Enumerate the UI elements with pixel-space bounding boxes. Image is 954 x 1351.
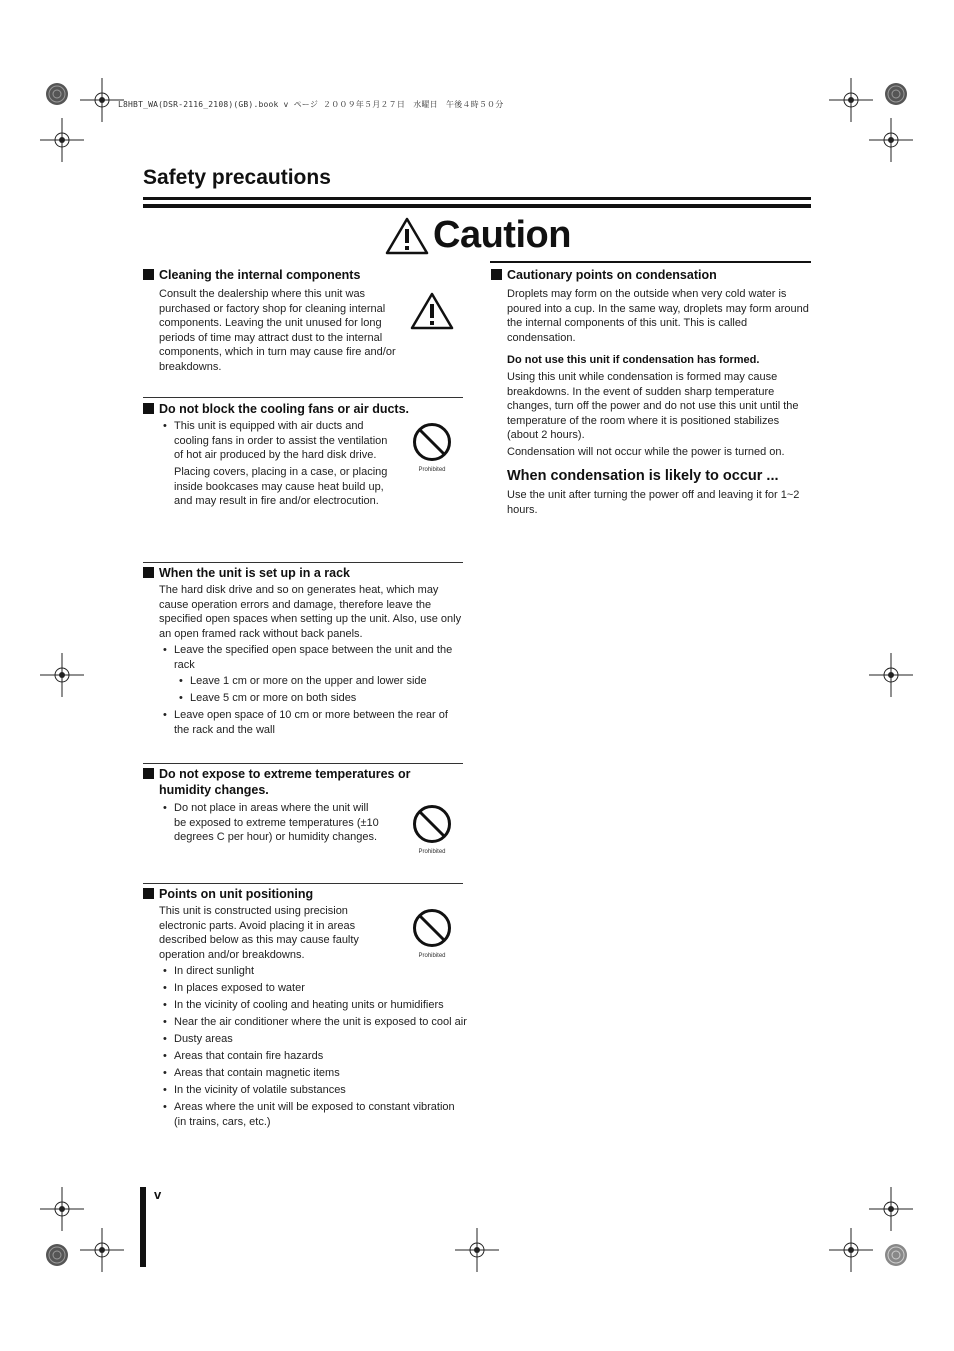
caution-symbol <box>410 292 454 335</box>
section-divider <box>143 763 463 764</box>
section-divider <box>143 562 463 563</box>
registration-mark-bottom-left-cross <box>80 1228 124 1272</box>
cleaning-text: Consult the dealership where this unit was purchased or factory shop for cleaning internal components. Leaving the unit unused for long periods of time may attract dust to the internal components, which in turn may cause fire and/or breakdowns. <box>159 288 396 373</box>
caution-banner <box>385 214 571 257</box>
section-heading <box>143 766 433 798</box>
condensation-text-3: Condensation will not occur while the power is turned on. <box>507 445 785 458</box>
condensation-text-4: Use the unit after turning the power off and leaving it for 1~2 hours. <box>507 489 800 516</box>
temperature-bullet-list <box>143 801 383 845</box>
prohibited-icon <box>412 422 452 462</box>
registration-mark-middle-left <box>40 653 84 697</box>
heading-text: Points on unit positioning <box>159 887 314 901</box>
list-item <box>159 643 463 706</box>
heading-text: Do not block the cooling fans or air ducts. <box>159 402 410 416</box>
square-bullet-icon <box>143 567 154 578</box>
prohibited-symbol <box>412 804 452 856</box>
list-item-text: Leave the specified open space between the unit and the rack <box>174 644 453 671</box>
prohibited-caption: Prohibited <box>418 953 446 959</box>
list-item: • This unit is equipped with air ducts and cooling fans in order to assist the ventilation of hot air produced by the hard disk drive. <box>159 419 391 463</box>
registration-mark-middle-right <box>869 653 913 697</box>
square-bullet-icon <box>143 768 154 779</box>
warning-triangle-icon <box>410 292 454 330</box>
prohibited-icon <box>412 804 452 844</box>
prohibited-caption: Prohibited <box>418 467 446 473</box>
square-bullet-icon <box>143 403 154 414</box>
title-rule-bottom <box>143 204 811 208</box>
positioning-bullet-list <box>143 964 468 1129</box>
section-divider <box>143 397 463 398</box>
section-heading <box>143 886 468 902</box>
section-condensation <box>491 267 811 517</box>
rack-bullet-list <box>143 643 463 737</box>
prohibited-symbol <box>412 908 452 960</box>
registration-mark-bottom-right-cross <box>829 1228 873 1272</box>
heading-text: When the unit is set up in a rack <box>159 566 351 580</box>
page-title: Safety precautions <box>143 166 331 189</box>
list-item: • Areas that contain magnetic items <box>159 1066 468 1081</box>
list-item: • Areas where the unit will be exposed to constant vibration (in trains, cars, etc.) <box>159 1100 468 1129</box>
print-header-line: L8HBT_WA(DSR-2116_2108)(GB).book v ページ ２００９年５月２７日 水曜日 午後４時５０分 <box>118 100 504 109</box>
heading-text: Do not expose to extreme temperatures or humidity changes. <box>159 767 411 797</box>
caution-right-rule <box>490 261 811 263</box>
registration-mark-top-left-circle <box>35 72 79 116</box>
list-item: • Leave 1 cm or more on the upper and lower side <box>175 674 463 689</box>
registration-mark-bottom-right-upper-cross <box>869 1187 913 1231</box>
square-bullet-icon <box>491 269 502 280</box>
rack-text: The hard disk drive and so on generates heat, which may cause operation errors and damage, therefore leave the specified open spaces when setting up the unit. Also, use only an open framed rack without back panels. <box>159 584 462 640</box>
page-number: v <box>154 1187 162 1202</box>
registration-mark-top-right-cross <box>829 78 873 122</box>
square-bullet-icon <box>143 269 154 280</box>
list-item: • Areas that contain fire hazards <box>159 1049 468 1064</box>
list-item: • Leave open space of 10 cm or more between the rear of the rack and the wall <box>159 708 463 737</box>
rack-sub-list <box>174 674 463 706</box>
section-heading <box>143 267 463 283</box>
fans-bullet-list <box>143 419 391 463</box>
page-edge-bar <box>140 1187 146 1267</box>
list-item: • Do not place in areas where the unit will be exposed to extreme temperatures (±10 degrees C per hour) or humidity changes. <box>159 801 383 845</box>
list-item: • Dusty areas <box>159 1032 468 1047</box>
registration-mark-bottom-left-upper-cross <box>40 1187 84 1231</box>
registration-mark-bottom-left-circle <box>35 1233 79 1277</box>
condensation-warning: Do not use this unit if condensation has formed. <box>507 354 760 366</box>
prohibited-symbol <box>412 422 452 474</box>
registration-mark-top-right-lower-cross <box>869 118 913 162</box>
registration-mark-top-left-lower-cross <box>40 118 84 162</box>
condensation-text-2: Using this unit while condensation is formed may cause breakdowns. In the event of sudden sharp temperature changes, turn off the power and do not use this unit until the temperature of the room where it is positioned stabilizes (about 2 hours). <box>507 371 799 441</box>
registration-mark-top-right-circle <box>874 72 918 116</box>
caution-title: Caution <box>433 214 571 256</box>
list-item: • In the vicinity of cooling and heating units or humidifiers <box>159 998 468 1013</box>
list-item: • Leave 5 cm or more on both sides <box>175 691 463 706</box>
square-bullet-icon <box>143 888 154 899</box>
warning-triangle-icon <box>385 217 429 255</box>
section-rack <box>143 565 463 740</box>
list-item: • In direct sunlight <box>159 964 468 979</box>
list-item: • In places exposed to water <box>159 981 468 996</box>
registration-mark-bottom-right-circle <box>874 1233 918 1277</box>
list-item: • Near the air conditioner where the unit is exposed to cool air <box>159 1015 468 1030</box>
section-heading <box>143 565 463 581</box>
list-item: • In the vicinity of volatile substances <box>159 1083 468 1098</box>
section-heading <box>143 401 463 417</box>
title-rule-top <box>143 197 811 200</box>
prohibited-icon <box>412 908 452 948</box>
section-heading <box>491 267 811 283</box>
condensation-text: Droplets may form on the outside when very cold water is poured into a cup. In the same way, droplets may form around the internal components of this unit. This is called condensation. <box>507 288 809 344</box>
section-divider <box>143 883 463 884</box>
registration-mark-bottom-center <box>455 1228 499 1272</box>
heading-text: Cleaning the internal components <box>159 268 361 282</box>
fans-text-continued: Placing covers, placing in a case, or placing inside bookcases may cause heat build up, and may result in fire and/or electrocution. <box>174 466 388 507</box>
heading-text: Cautionary points on condensation <box>507 268 717 282</box>
prohibited-caption: Prohibited <box>418 849 446 855</box>
condensation-subheading: When condensation is likely to occur ... <box>507 468 779 484</box>
positioning-text: This unit is constructed using precision electronic parts. Avoid placing it in areas described below as this may cause faulty operation and/or breakdowns. <box>159 905 359 961</box>
